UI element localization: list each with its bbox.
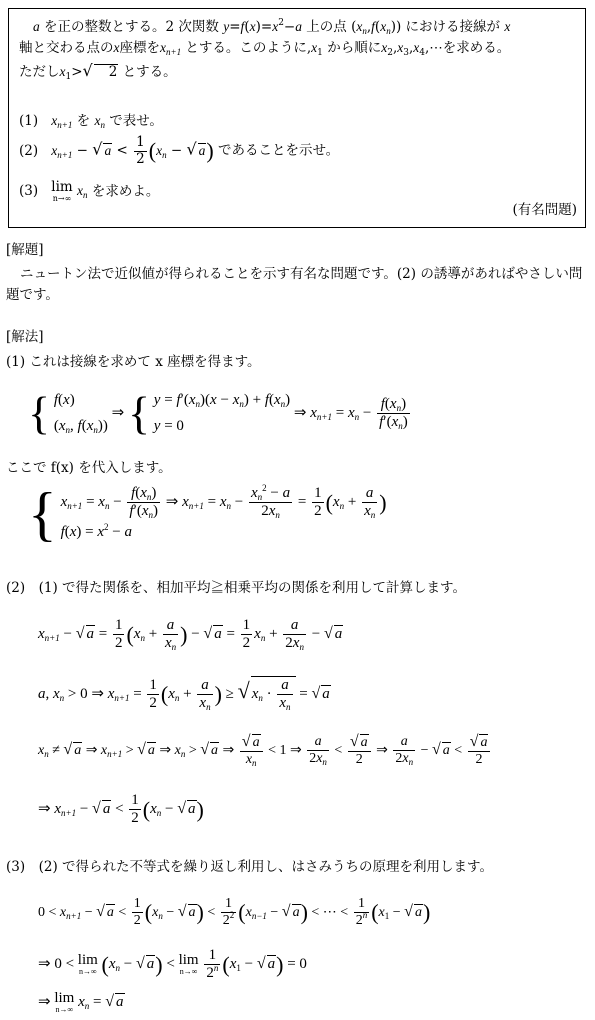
part1-intro: (1) これは接線を求めて x 座標を得ます。 — [6, 354, 261, 370]
problem-item-2: (2) $x_{n+1}$ − √ a < $\frac{1}{2}$ ($x_n$ − √ a) であることを示せ。 — [19, 134, 340, 167]
part3-equation-2: ⇒ 0 < lim n→∞ ($x_n$ − √ a) < lim n→∞ $\frac{1}{2^n}$ ($x_1$ − √ a) = 0 — [38, 947, 307, 982]
part2-equation-2: a, $x_n > 0$ ⇒ $x_{n+1}$ = $\frac{1}{2}$ ($x_n$ + $\frac{a}{x_n}$ ) ≥ √ $x_n$ · $\frac{a}{x_n}$ = √ a — [38, 676, 330, 713]
part3-intro: (3) (2) で得られた不等式を繰り返し利用し、はさみうちの原理を利用します。 — [6, 859, 493, 875]
commentary-heading: [解題] — [6, 242, 44, 258]
part3-equation-3: ⇒ lim n→∞ $x_n$ = √ a — [38, 990, 124, 1015]
problem-item-1: (1) $x_{n+1}$ を $x_n$ で表せ。 — [19, 113, 163, 130]
part2-equation-1: $x_{n+1}$ − √ a = $\frac{1}{2}$ ($x_n$ + $\frac{a}{x_n}$ ) − √ a = $\frac{1}{2}$ $x_n$ + $\frac{a}{2x_n}$ − √ a — [38, 617, 343, 653]
part1-equation-1: { f(x) ($x_n$, $f(x_n)$) ⇒ { $y = f'(x_n)(x - x_n) + f(x_n)$ y = 0 ⇒ $x_{n+1} = x_n$ − $\frac{f(x_n)}{f'(x_n)}$ — [28, 387, 408, 439]
commentary-text: ニュートン法で近似値が得られることを示す有名な問題です。(2) の誘導があればやさしい問題です。 — [6, 266, 583, 303]
problem-item-3: (3) lim n→∞ $x_n$ を求めよ。 — [19, 179, 160, 203]
problem-box — [8, 8, 586, 228]
part2-intro: (2) (1) で得た関係を、相加平均≧相乗平均の関係を利用して計算します。 — [6, 580, 466, 596]
part3-equation-1: $0 < x_{n+1}$ − √ a < $\frac{1}{2}$ ($x_n$ − √ a) < $\frac{1}{2^2}$ ($x_{n-1}$ − √ a) < ⋯ < $\frac{1}{2^n}$ ($x_1$ − √ a) — [38, 896, 431, 929]
part2-equation-4: ⇒ $x_{n+1}$ − √ a < $\frac{1}{2}$ ($x_n$ − √ a) — [38, 792, 204, 827]
part1-equation-2: { $x_{n+1} = x_n$ − $\frac{f(x_n)}{f'(x_n)}$ ⇒ $x_{n+1} = x_n$ − $\frac{x_n^2 - a}{2x_n}$ = $\frac{1}{2}$ ($x_n$ + $\frac{a}{x_n}$ ) $f(x) = x^2 - a$ — [28, 481, 387, 547]
solution-heading: [解法] — [6, 329, 44, 345]
part1-sub: ここで f(x) を代入します。 — [6, 460, 172, 476]
source-label: (有名問題) — [512, 202, 577, 219]
problem-intro: a を正の整数とする。2 次関数 $y=f(x)=x^2-a$ 上の点 $(x_n,f(x_n))$ における接線が x 軸と交わる点のx座標を$x_{n+1}$ とする。このように$,x_1$ から順に$x_2,x_3,x_4,\cdots$を求める。 ただし$x_1>√$ 2 とする。 — [19, 18, 511, 82]
part2-equation-3: $x_n$ ≠ √ a ⇒ $x_{n+1}$ > √ a ⇒ $x_n$ > √ a ⇒ $\frac{√ a}{x_n}$ < 1 ⇒ $\frac{a}{2x_n}$ < $\frac{√ a}{2}$ ⇒ $\frac{a}{2x_n}$ − √ a < $\frac{√ a}{2}$ — [38, 733, 492, 768]
